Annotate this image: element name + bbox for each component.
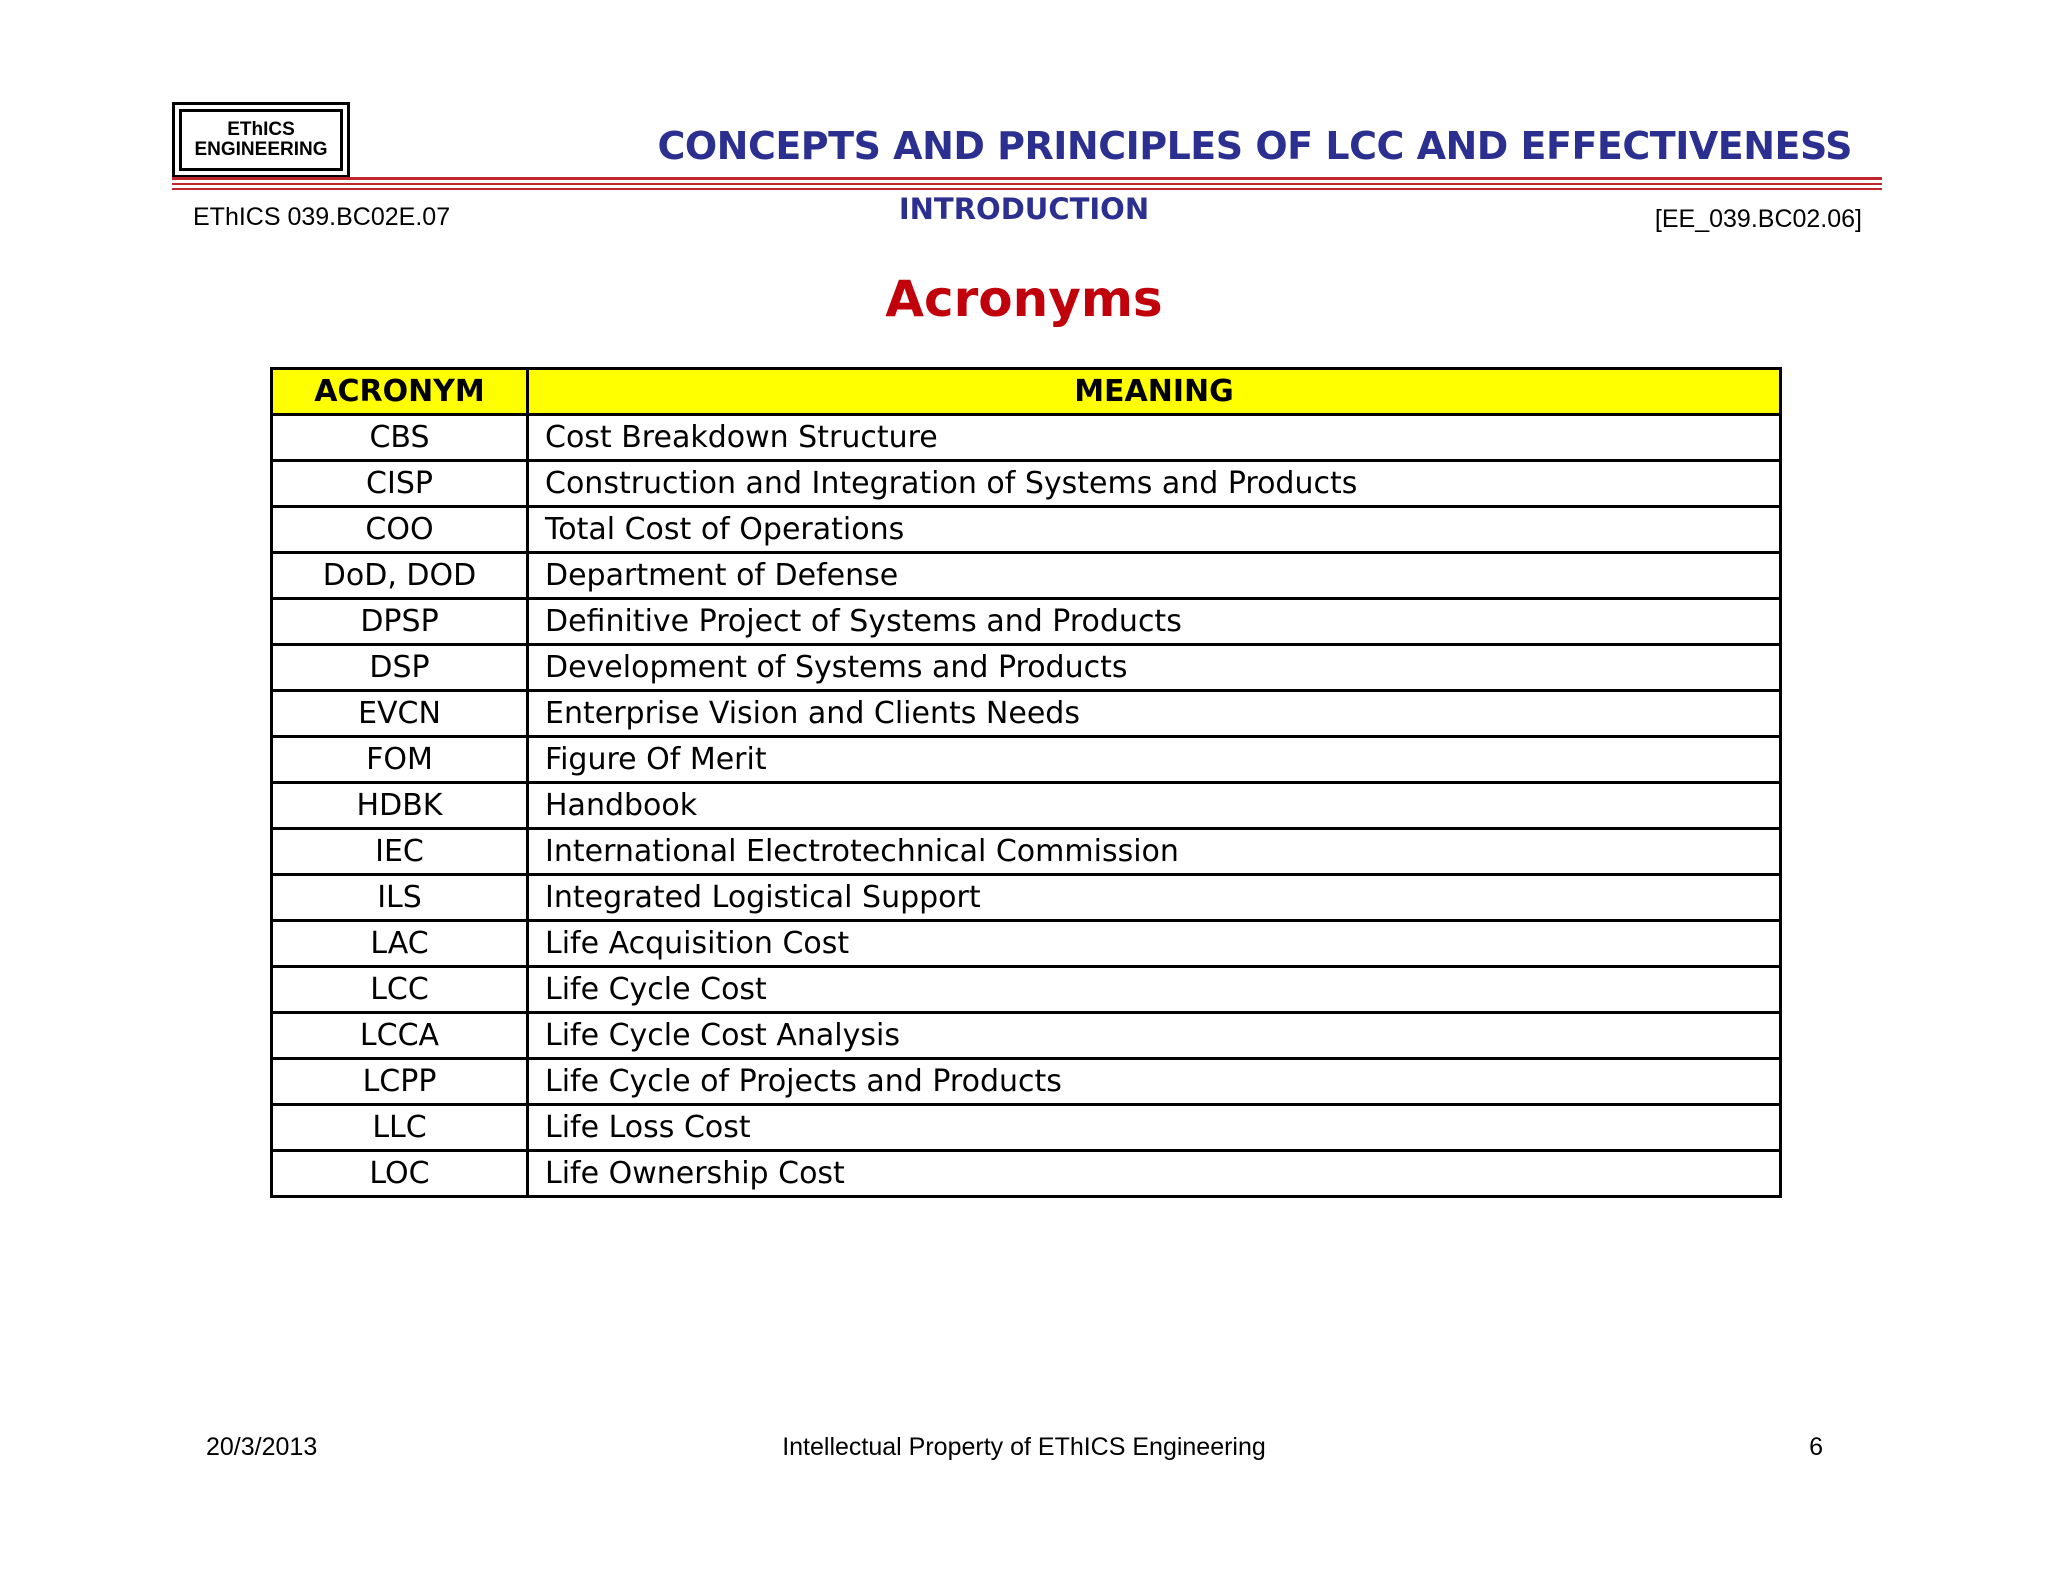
- table-row: [272, 737, 1781, 783]
- acronym-cell: LCCA: [272, 1013, 528, 1059]
- logo-line-1: EThICS: [227, 119, 295, 141]
- meaning-cell: Construction and Integration of Systems and Products: [528, 461, 1781, 507]
- table-row: [272, 599, 1781, 645]
- acronym-cell: LOC: [272, 1151, 528, 1197]
- acronym-cell: IEC: [272, 829, 528, 875]
- acronym-cell: COO: [272, 507, 528, 553]
- table-row: [272, 967, 1781, 1013]
- acronym-cell: DoD, DOD: [272, 553, 528, 599]
- meaning-cell: Life Cycle of Projects and Products: [528, 1059, 1781, 1105]
- table-row: [272, 507, 1781, 553]
- column-header-acronym: ACRONYM: [272, 369, 528, 415]
- page-number: 6: [1809, 1433, 1823, 1461]
- acronym-cell: EVCN: [272, 691, 528, 737]
- table-header-row: [272, 369, 1781, 415]
- table-row: [272, 461, 1781, 507]
- table-row: [272, 1013, 1781, 1059]
- header-rule: [172, 188, 1882, 190]
- meaning-cell: Definitive Project of Systems and Products: [528, 599, 1781, 645]
- table-row: [272, 553, 1781, 599]
- table-row: [272, 829, 1781, 875]
- column-header-meaning: MEANING: [528, 369, 1781, 415]
- page-heading: Acronyms: [885, 270, 1163, 328]
- meaning-cell: Enterprise Vision and Clients Needs: [528, 691, 1781, 737]
- acronym-cell: DSP: [272, 645, 528, 691]
- acronym-cell: CBS: [272, 415, 528, 461]
- logo-frame: [179, 109, 343, 171]
- meaning-cell: Total Cost of Operations: [528, 507, 1781, 553]
- meaning-cell: Integrated Logistical Support: [528, 875, 1781, 921]
- meaning-cell: Life Cycle Cost: [528, 967, 1781, 1013]
- document-code: EThICS 039.BC02E.07: [193, 203, 451, 231]
- table-row: [272, 1059, 1781, 1105]
- table-row: [272, 645, 1781, 691]
- section-title: INTRODUCTION: [898, 192, 1150, 226]
- table-row: [272, 691, 1781, 737]
- logo-line-2: ENGINEERING: [194, 139, 328, 160]
- acronym-cell: DPSP: [272, 599, 528, 645]
- footer-date: 20/3/2013: [206, 1433, 318, 1461]
- meaning-cell: Life Loss Cost: [528, 1105, 1781, 1151]
- table-row: [272, 875, 1781, 921]
- table-row: [272, 1105, 1781, 1151]
- table-row: [272, 1151, 1781, 1197]
- footer-owner: Intellectual Property of EThICS Engineering: [782, 1433, 1266, 1461]
- acronym-cell: LLC: [272, 1105, 528, 1151]
- table-row: [272, 921, 1781, 967]
- acronyms-table: [270, 367, 1782, 1198]
- reference-code: [EE_039.BC02.06]: [1654, 205, 1862, 233]
- acronym-cell: FOM: [272, 737, 528, 783]
- header-rule: [172, 177, 1882, 180]
- meaning-cell: Life Acquisition Cost: [528, 921, 1781, 967]
- header-rule: [172, 183, 1882, 185]
- acronym-cell: LCPP: [272, 1059, 528, 1105]
- document-title: CONCEPTS AND PRINCIPLES OF LCC AND EFFECTIVENESS: [657, 124, 1852, 168]
- meaning-cell: Handbook: [528, 783, 1781, 829]
- table-row: [272, 783, 1781, 829]
- meaning-cell: International Electrotechnical Commission: [528, 829, 1781, 875]
- acronym-cell: LAC: [272, 921, 528, 967]
- meaning-cell: Figure Of Merit: [528, 737, 1781, 783]
- meaning-cell: Life Ownership Cost: [528, 1151, 1781, 1197]
- meaning-cell: Cost Breakdown Structure: [528, 415, 1781, 461]
- meaning-cell: Development of Systems and Products: [528, 645, 1781, 691]
- acronym-cell: ILS: [272, 875, 528, 921]
- company-logo: [172, 102, 350, 178]
- table-row: [272, 415, 1781, 461]
- meaning-cell: Life Cycle Cost Analysis: [528, 1013, 1781, 1059]
- acronym-cell: LCC: [272, 967, 528, 1013]
- acronym-cell: CISP: [272, 461, 528, 507]
- acronym-cell: HDBK: [272, 783, 528, 829]
- meaning-cell: Department of Defense: [528, 553, 1781, 599]
